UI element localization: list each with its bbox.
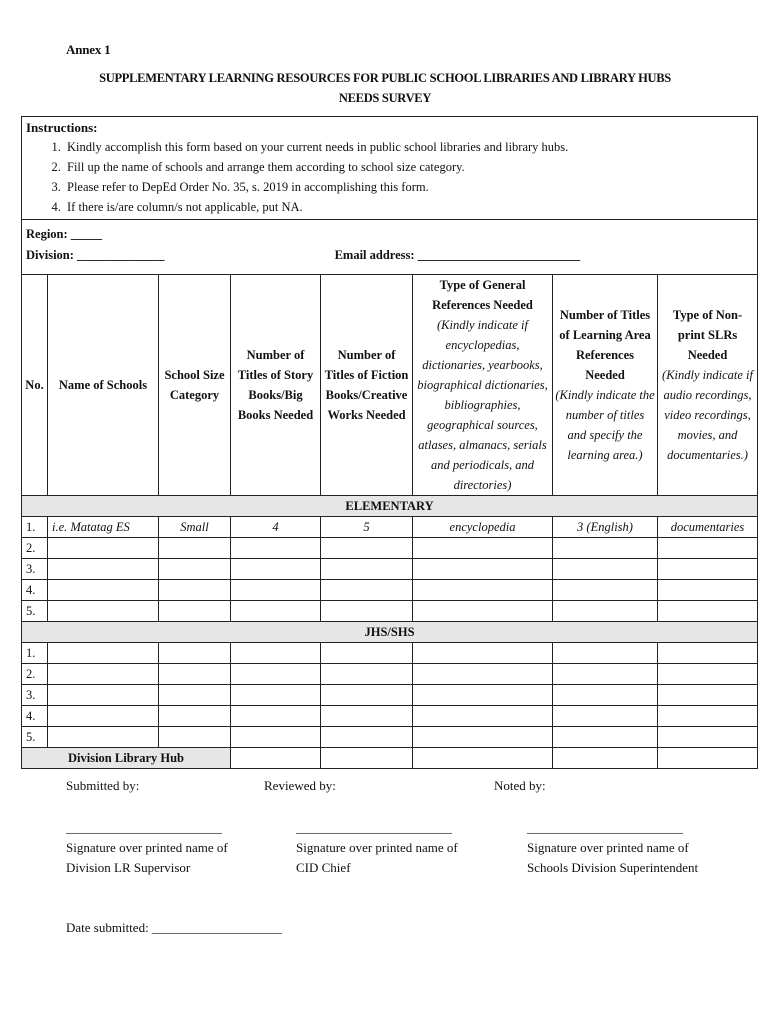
survey-table [21,116,758,769]
row-number: 4. [22,706,48,727]
region-field[interactable]: Region: _____ [26,227,103,241]
table-cell[interactable] [321,538,413,559]
table-cell[interactable] [231,664,321,685]
table-cell[interactable] [413,706,553,727]
noted-role-line2: Schools Division Superintendent [527,860,699,875]
form-title: SUPPLEMENTARY LEARNING RESOURCES FOR PUBLIC SCHOOL LIBRARIES AND LIBRARY HUBS [99,71,671,85]
noted-label-block [494,776,546,796]
row-number: 1. [22,517,48,538]
reviewed-label-block [264,776,336,796]
region-division-block [22,220,758,275]
table-cell[interactable] [48,580,159,601]
col-header-general-note: (Kindly indicate if encyclopedias, dictionaries, yearbooks, biographical dictionaries, bibliographies, geographical sources, atlases, almanacs, serials and periodicals, and directories) [417,318,548,492]
section-elementary: ELEMENTARY [22,496,758,517]
table-row [22,601,758,622]
table-cell[interactable] [159,664,231,685]
table-cell[interactable] [413,685,553,706]
submitted-signature-line[interactable]: ________________________ [66,820,222,835]
instruction-item: 3. Please refer to DepEd Order No. 35, s. 2019 in accomplishing this form. [64,177,753,197]
col-header-learning-title: Number of Titles of Learning Area References Needed [559,308,651,382]
table-cell[interactable] [48,643,159,664]
division-field[interactable]: Division: ______________ [26,248,165,262]
reviewed-role-line2: CID Chief [296,860,351,875]
table-cell[interactable] [321,664,413,685]
table-cell[interactable] [159,559,231,580]
instructions-label: Instructions: [26,120,98,135]
col-header-learning-note: (Kindly indicate the number of titles and specify the learning area.) [555,388,655,462]
col-header-general [413,275,553,496]
submitted-role-line1: Signature over printed name of [66,840,228,855]
division-library-hub-label: Division Library Hub [22,748,231,769]
table-cell[interactable] [553,559,658,580]
col-header-learning [553,275,658,496]
example-nonprint[interactable]: documentaries [658,517,758,538]
table-cell[interactable] [231,727,321,748]
col-header-nonprint-note: (Kindly indicate if audio recordings, video recordings, movies, and documentaries.) [662,368,753,462]
table-cell[interactable] [413,601,553,622]
submitted-block [66,776,228,878]
table-cell[interactable] [553,580,658,601]
table-cell[interactable] [658,601,758,622]
row-number: 3. [22,559,48,580]
table-cell[interactable] [231,601,321,622]
table-cell[interactable] [658,538,758,559]
table-cell[interactable] [321,748,413,769]
table-row [22,706,758,727]
table-cell[interactable] [413,538,553,559]
table-row [22,559,758,580]
table-row [22,517,758,538]
table-cell[interactable] [159,643,231,664]
table-cell[interactable] [48,664,159,685]
reviewed-block [296,818,458,878]
table-cell[interactable] [231,706,321,727]
table-cell[interactable] [48,601,159,622]
example-learning[interactable]: 3 (English) [553,517,658,538]
table-cell[interactable] [159,706,231,727]
table-cell[interactable] [231,580,321,601]
col-header-nonprint-title: Type of Non-print SLRs Needed [672,308,743,362]
col-header-size: School Size Category [159,275,231,496]
col-header-name: Name of Schools [48,275,159,496]
section-jhs-shs: JHS/SHS [22,622,758,643]
table-cell[interactable] [658,643,758,664]
table-cell[interactable] [413,664,553,685]
table-cell[interactable] [658,727,758,748]
table-cell[interactable] [658,706,758,727]
table-row [22,580,758,601]
table-cell[interactable] [553,601,658,622]
table-cell[interactable] [413,643,553,664]
table-cell[interactable] [231,685,321,706]
example-school-name[interactable]: i.e. Matatag ES [48,517,159,538]
instruction-item: 1. Kindly accomplish this form based on your current needs in public school libraries and library hubs. [64,137,753,157]
table-cell[interactable] [231,538,321,559]
col-header-fiction: Number of Titles of Fiction Books/Creative Works Needed [321,275,413,496]
reviewed-signature-line[interactable]: ________________________ [296,820,452,835]
col-header-nonprint [658,275,758,496]
table-cell[interactable] [321,643,413,664]
table-cell[interactable] [553,706,658,727]
table-cell[interactable] [413,727,553,748]
table-cell[interactable] [553,685,658,706]
table-cell[interactable] [658,748,758,769]
reviewed-label: Reviewed by: [264,778,336,793]
table-cell[interactable] [48,559,159,580]
table-cell[interactable] [48,538,159,559]
table-cell[interactable] [553,727,658,748]
table-cell[interactable] [48,685,159,706]
example-general[interactable]: encyclopedia [413,517,553,538]
submitted-label: Submitted by: [66,778,140,793]
table-cell[interactable] [159,727,231,748]
table-cell[interactable] [413,748,553,769]
table-cell[interactable] [553,664,658,685]
noted-role-line1: Signature over printed name of [527,840,689,855]
table-cell[interactable] [159,538,231,559]
col-header-no: No. [22,275,48,496]
form-subtitle: NEEDS SURVEY [338,91,432,105]
row-number: 4. [22,580,48,601]
table-cell[interactable] [159,580,231,601]
row-number: 5. [22,727,48,748]
date-submitted-field[interactable]: Date submitted: ____________________ [66,920,282,935]
table-cell[interactable] [48,727,159,748]
example-size[interactable]: Small [159,517,231,538]
noted-label: Noted by: [494,778,546,793]
table-cell[interactable] [321,727,413,748]
table-cell[interactable] [48,706,159,727]
table-cell[interactable] [413,559,553,580]
table-cell[interactable] [321,706,413,727]
row-number: 2. [22,538,48,559]
table-cell[interactable] [658,580,758,601]
table-row [22,538,758,559]
noted-block [527,818,698,878]
table-cell[interactable] [553,643,658,664]
table-cell[interactable] [231,748,321,769]
example-fiction[interactable]: 5 [321,517,413,538]
noted-signature-line[interactable]: ________________________ [527,820,683,835]
submitted-role-line2: Division LR Supervisor [66,860,191,875]
table-cell[interactable] [658,559,758,580]
table-row [22,664,758,685]
table-cell[interactable] [159,601,231,622]
table-cell[interactable] [321,559,413,580]
table-row [22,748,758,769]
row-number: 5. [22,601,48,622]
annex-label: Annex 1 [66,42,111,57]
table-cell[interactable] [553,538,658,559]
email-field[interactable]: Email address: __________________________ [334,248,581,262]
instruction-item: 4. If there is/are column/s not applicable, put NA. [64,197,753,217]
table-cell[interactable] [231,643,321,664]
table-cell[interactable] [413,580,553,601]
example-story[interactable]: 4 [231,517,321,538]
reviewed-role-line1: Signature over printed name of [296,840,458,855]
table-cell[interactable] [658,685,758,706]
col-header-story: Number of Titles of Story Books/Big Books Needed [231,275,321,496]
col-header-general-title: Type of General References Needed [432,278,533,312]
table-cell[interactable] [321,580,413,601]
table-cell[interactable] [321,685,413,706]
row-number: 3. [22,685,48,706]
instruction-item: 2. Fill up the name of schools and arrange them according to school size category. [64,157,753,177]
row-number: 2. [22,664,48,685]
table-cell[interactable] [231,559,321,580]
table-row [22,685,758,706]
instructions-list [26,137,753,217]
table-cell[interactable] [321,601,413,622]
table-cell[interactable] [658,664,758,685]
row-number: 1. [22,643,48,664]
table-cell[interactable] [553,748,658,769]
instructions-block [22,117,758,220]
table-row [22,727,758,748]
table-cell[interactable] [159,685,231,706]
table-row [22,643,758,664]
